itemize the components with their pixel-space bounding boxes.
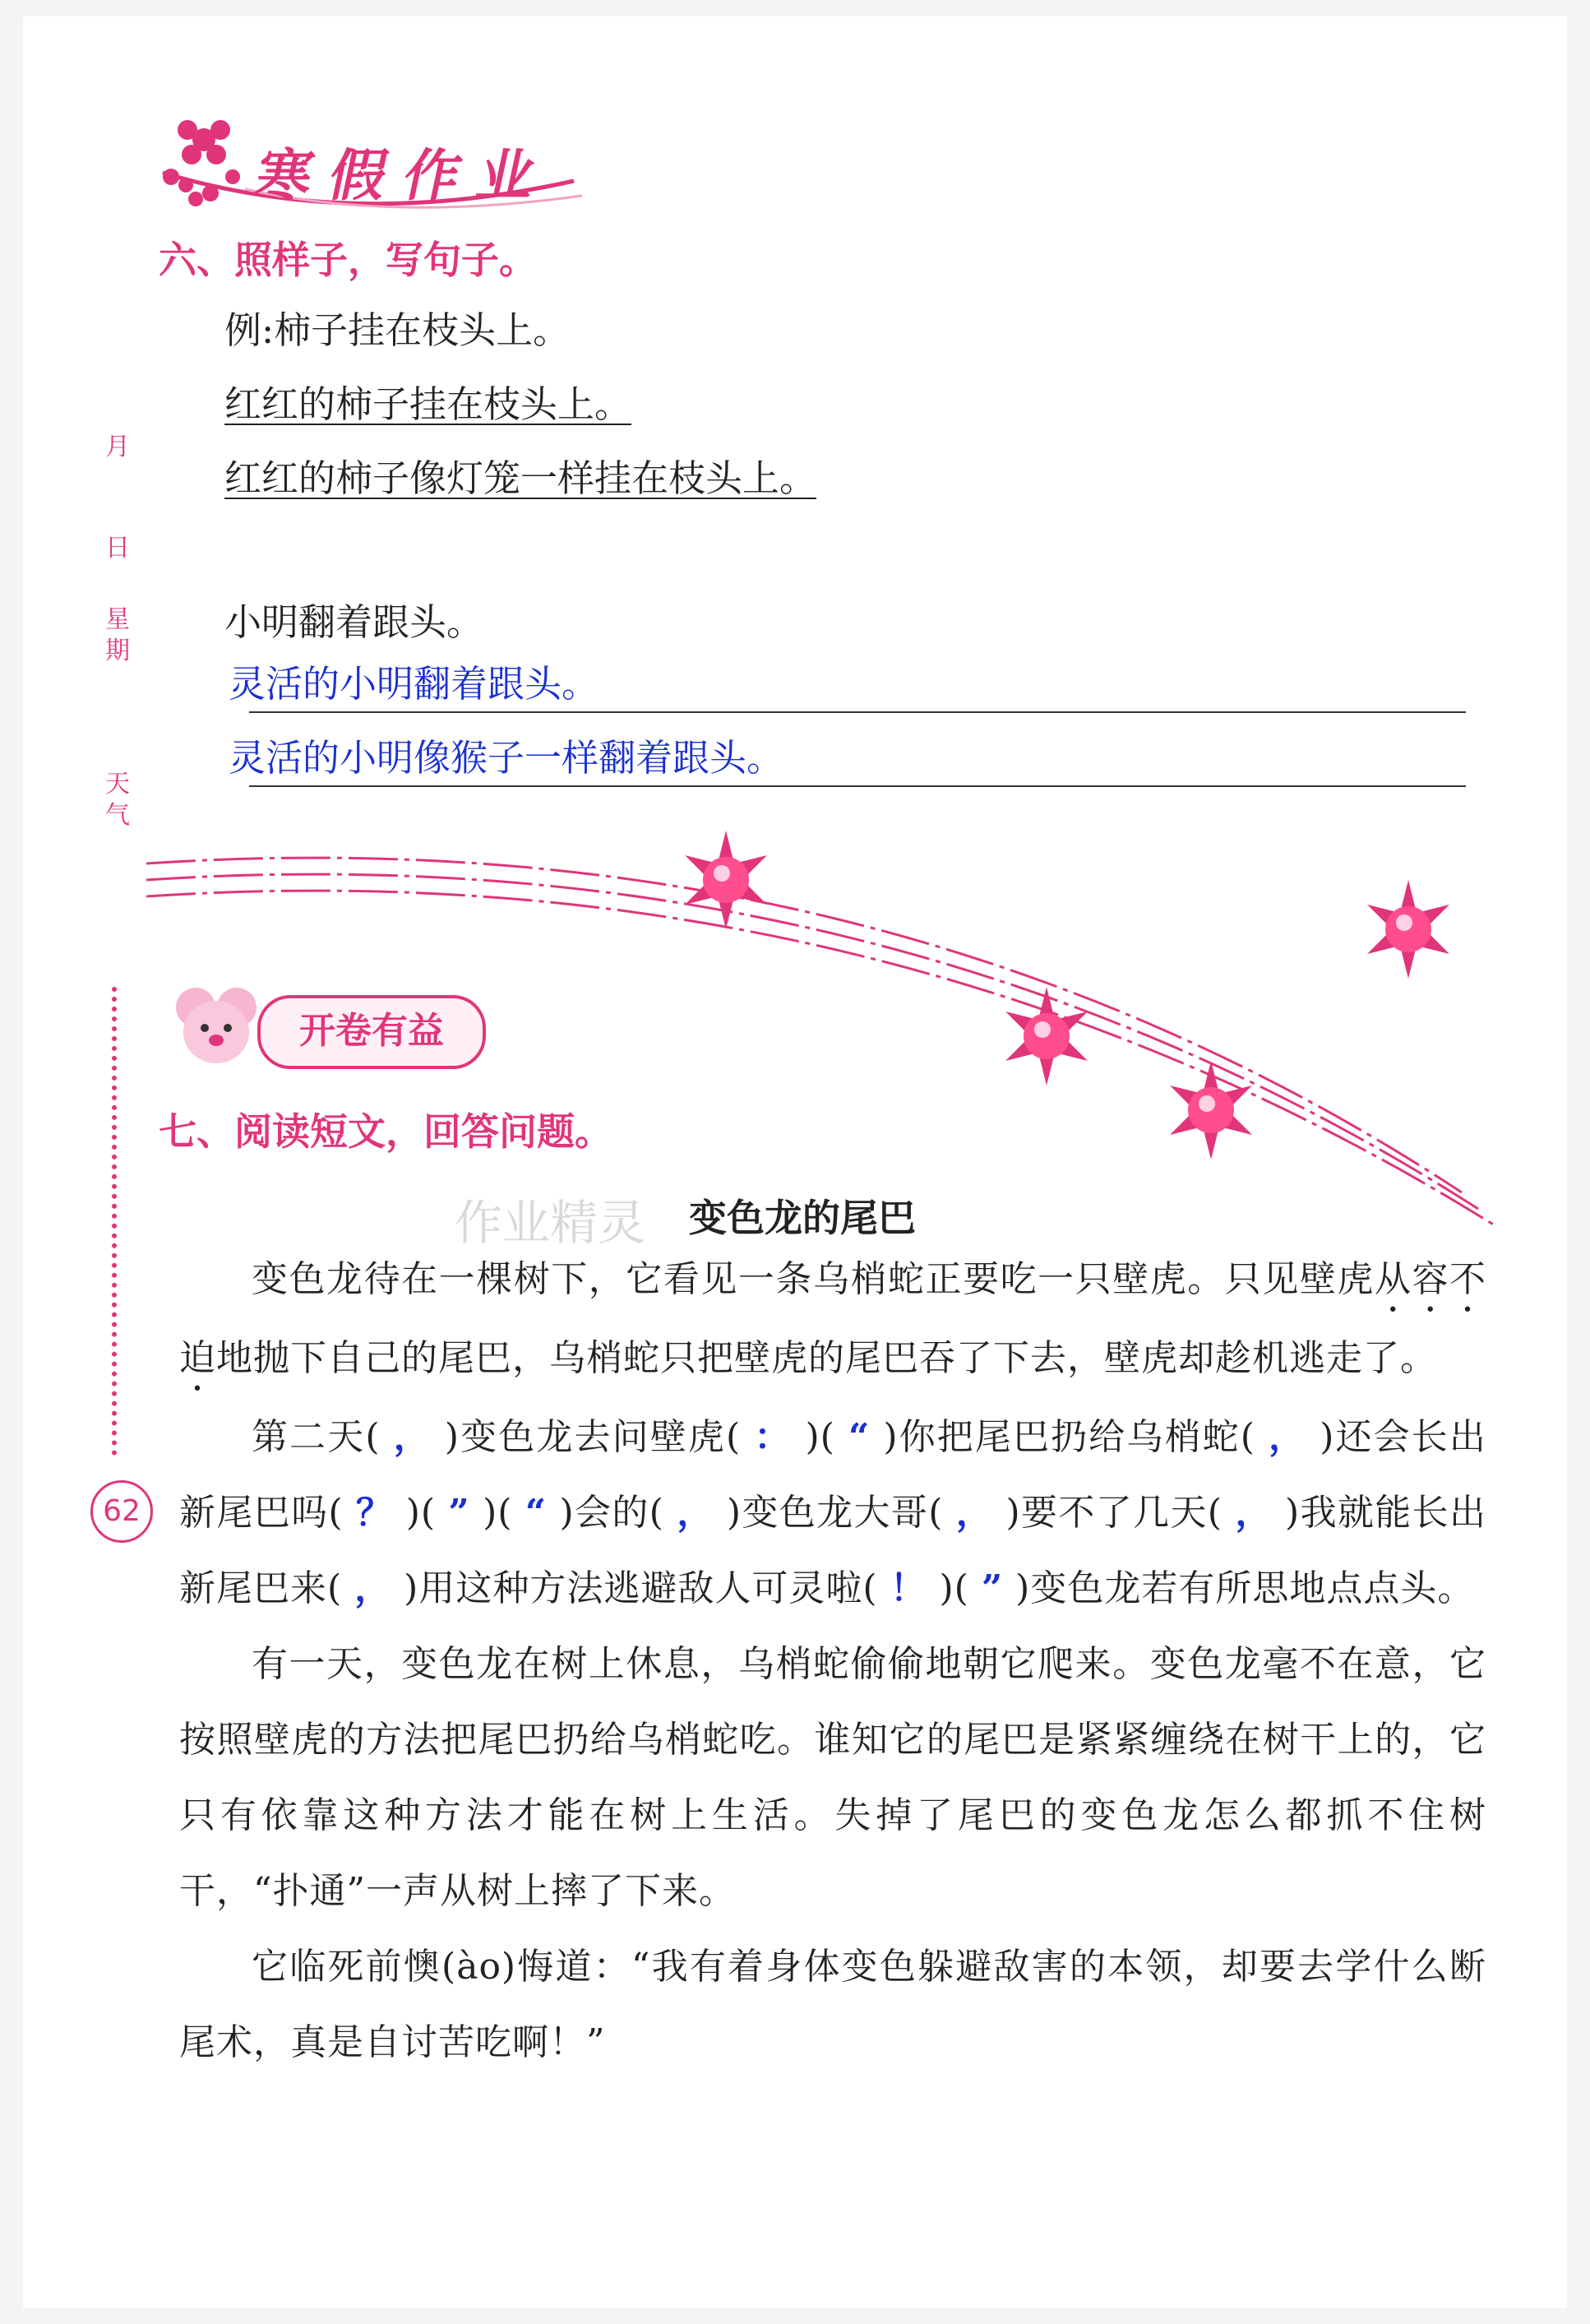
- header-title: 寒假作业: [249, 144, 560, 209]
- emphasis-dots: 不迫: [179, 1258, 1486, 1379]
- koala-icon: [167, 979, 266, 1077]
- punct-answer: ！: [890, 1567, 927, 1609]
- punct-answer: ，: [1235, 1492, 1273, 1534]
- emphasis-dots: 从容: [1374, 1258, 1449, 1300]
- prompt-sentence: 小明翻着跟头。: [224, 600, 484, 644]
- punct-answer: “: [848, 1416, 871, 1458]
- story-body: [179, 1242, 1486, 2081]
- paragraph-4: 它临死前懊(ào)悔道：“我有着身体变色躲避敌害的本领，却要去学什么断尾术，真是自讨苦吃啊！”: [179, 1946, 1486, 2063]
- punct-answer: ，: [1269, 1416, 1307, 1458]
- weekday-label: 星期: [105, 605, 130, 665]
- story-title: 变色龙的尾巴: [689, 1196, 916, 1240]
- sun-icon: [997, 987, 1096, 1086]
- punct-answer: “: [525, 1492, 548, 1534]
- example-line-2: 红红的柿子像灯笼一样挂在枝头上。: [224, 456, 817, 500]
- sun-icon: [1162, 1061, 1260, 1160]
- workbook-page: [23, 16, 1567, 2308]
- punct-answer: ”: [981, 1567, 1004, 1609]
- paragraph-2: 第二天( ， )变色龙去问壁虎( ： )( “ )你把尾巴扔给乌梢蛇( ， )还会长出新尾巴吗( ？ )( ” )( “ )会的( ， )变色龙大哥( ， )要不了几天( ， )我就能长出新尾巴来( ， )用这种方法逃避敌人可灵啦( ！ )( ” )变色龙若有所思地点点头。: [179, 1416, 1487, 1609]
- weather-label: 天气: [105, 770, 130, 830]
- example-sentence: 例:柿子挂在枝头上。: [224, 308, 571, 352]
- paragraph-3: 有一天，变色龙在树上休息，乌梢蛇偷偷地朝它爬来。变色龙毫不在意，它按照壁虎的方法把尾巴扔给乌梢蛇吃。谁知它的尾巴是紧紧缠绕在树干上的，它只有依靠这种方法才能在树上生活。失掉了尾巴的变色龙怎么都抓不住树干，“扑通”一声从树上摔了下来。: [179, 1643, 1486, 1912]
- watermark: 作业精灵: [455, 1195, 646, 1251]
- day-label: 日: [105, 534, 130, 562]
- page-number: 62: [90, 1480, 153, 1543]
- answer-underline-1: [249, 711, 1466, 713]
- punct-answer: ，: [955, 1492, 994, 1534]
- punct-answer: ：: [754, 1416, 793, 1458]
- paragraph-1: 变色龙待在一棵树下，它看见一条乌梢蛇正要吃一只壁虎。只见壁虎从容不迫地抛下自己的尾巴，乌梢蛇只把壁虎的尾巴吞了下去，壁虎却趁机逃走了。: [179, 1258, 1486, 1379]
- punct-answer: ？: [355, 1492, 394, 1534]
- answer-line-1: 灵活的小明翻着跟头。: [229, 662, 599, 706]
- punct-answer: ，: [354, 1567, 392, 1609]
- badge-kaijuanyouyi: 开卷有益: [257, 995, 486, 1069]
- punct-answer: ，: [393, 1416, 432, 1458]
- month-label: 月: [105, 433, 130, 461]
- section6-title: 六、照样子，写句子。: [159, 238, 537, 282]
- answer-line-2: 灵活的小明像猴子一样翻着跟头。: [229, 736, 784, 780]
- answer-underline-2: [249, 785, 1466, 787]
- side-dotted-border: [112, 987, 125, 1456]
- sun-icon: [1359, 880, 1458, 979]
- punct-answer: ”: [448, 1492, 470, 1534]
- sun-icon: [677, 831, 775, 929]
- section7-title: 七、阅读短文，回答问题。: [159, 1109, 612, 1154]
- example-line-1: 红红的柿子挂在枝头上。: [224, 382, 632, 426]
- punct-answer: ，: [677, 1492, 714, 1534]
